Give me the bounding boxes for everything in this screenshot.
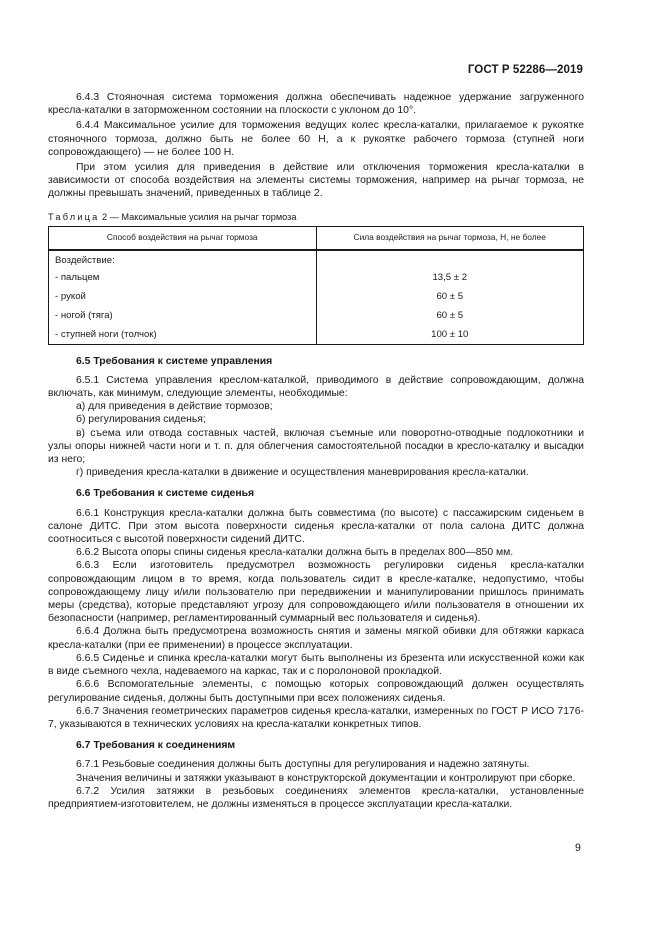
table-row	[49, 268, 584, 287]
paragraph-6-6-4: 6.6.4 Должна быть предусмотрена возможность снятия и замены мягкой обивки для обтяжки каркаса кресла-каталки (при ее применении) в процессе эксплуатации.	[48, 626, 584, 651]
brake-force-table	[48, 226, 584, 345]
table-cell-force: 60 ± 5	[316, 306, 584, 325]
page-content	[48, 91, 584, 811]
table-cell-method: - ногой (тяга)	[49, 306, 317, 325]
list-item-a: а) для приведения в действие тормозов;	[76, 401, 273, 413]
document-code: ГОСТ Р 52286—2019	[467, 64, 583, 76]
section-6-7-title: 6.7 Требования к соединениям	[76, 740, 236, 752]
table-cell-method: - ступней ноги (толчок)	[49, 325, 317, 345]
table-cell-force: 100 ± 10	[316, 325, 584, 345]
table-group-empty	[316, 250, 584, 268]
table-row	[49, 306, 584, 325]
paragraph-6-7-1-cont: Значения величины и затяжки указывают в конструкторской документации и контролируют при сборке.	[76, 772, 576, 784]
section-6-6-title: 6.6 Требования к системе сиденья	[76, 488, 255, 500]
table-header-force: Сила воздействия на рычаг тормоза, Н, не более	[316, 226, 584, 250]
table-cell-force: 13,5 ± 2	[316, 268, 584, 287]
paragraph-6-6-1: 6.6.1 Конструкция кресла-каталки должна быть совместима (по высоте) с пассажирским сиденьем в салоне ДИТС. При этом высота поверхности сиденья кресла-каталки от пола салона ДИТС должна соотноситься с высотой поверхности сидений ДИТС.	[48, 507, 584, 546]
table-caption	[48, 211, 584, 223]
paragraph-6-6-2: 6.6.2 Высота опоры спины сиденья кресла-каталки должна быть в пределах 800—850 мм.	[76, 547, 514, 559]
page-number: 9	[575, 842, 581, 854]
list-item-g: г) приведения кресла-каталки в движение и осуществления маневрирования кресла-каталки.	[76, 467, 529, 479]
table-header-method: Способ воздействия на рычаг тормоза	[49, 226, 317, 250]
table-header-row	[49, 226, 584, 250]
table-row	[49, 287, 584, 306]
table-caption-label: Таблица	[48, 211, 100, 222]
paragraph-6-5-1: 6.5.1 Система управления креслом-каталкой, приводимого в действие сопровождающим, должна включать, как минимум, следующие элементы, необходимые:	[48, 374, 584, 400]
table-row	[49, 325, 584, 345]
table-group-row	[49, 250, 584, 268]
table-cell-method: - пальцем	[49, 268, 317, 287]
list-item-b: б) регулирования сиденья;	[76, 414, 206, 426]
paragraph-6-4-3: 6.4.3 Стояночная система торможения должна обеспечивать надежное удержание загруженного кресла-каталки в заторможенном состоянии на плоскости с уклоном до 10°.	[48, 92, 584, 117]
paragraph-6-6-5: 6.6.5 Сиденье и спинка кресла-каталки могут быть выполнены из брезента или искусственной кожи как в виде съемного чехла, надеваемого на каркас, так и с поролоновой прокладкой.	[48, 652, 584, 678]
list-item-v: в) съема или отвода составных частей, включая съемные или поворотно-отводные подлокотники и узлы опоры нижней части ноги и т. п. для облегчения самостоятельной посадки в кресло-каталку и высадки из него;	[48, 427, 584, 466]
paragraph-6-6-3: 6.6.3 Если изготовитель предусмотрел возможность регулировки сиденья кресла-каталки сопровождающим лицом в то время, когда пользователь сидит в кресле-каталке, недопустимо, чтобы сопровождающему лицу и/или пользователю при передвижении и манипулировании пришлось принимать меры (средства), которые представляют угрозу для сопровождающего и/или пользователя в отношении их безопасности (например, регламентированный суммарный вес пользователя и сиденья).	[48, 560, 584, 625]
table-cell-force: 60 ± 5	[316, 287, 584, 306]
paragraph-6-6-6: 6.6.6 Вспомогательные элементы, с помощью которых сопровождающий должен осуществлять регулирование сиденья, должны быть доступными при всех положениях сиденья.	[48, 679, 584, 704]
table-caption-text: 2 — Максимальные усилия на рычаг тормоза	[102, 211, 297, 222]
table-cell-method: - рукой	[49, 287, 317, 306]
paragraph-6-4-4: 6.4.4 Максимальное усилие для торможения ведущих колес кресла-каталки, прилагаемое к рукоятке стояночного тормоза, должно быть не более 60 Н, а к рукоятке рабочего тормоза (ступней ноги сопровождающего) — не более 100 Н.	[48, 120, 584, 158]
paragraph-6-7-2: 6.7.2 Усилия затяжки в резьбовых соединениях элементов кресла-каталки, установленные предприятием-изготовителем, не должны изменяться в процессе эксплуатации кресла-каталки.	[48, 785, 584, 810]
paragraph-6-4-4-cont: При этом усилия для приведения в действие или отключения торможения кресла-каталки в зависимости от способа воздействия на элементы системы торможения, например на рычаг тормоза, не должны превышать значений, приведенных в таблице 2.	[48, 162, 584, 200]
section-6-5-title: 6.5 Требования к системе управления	[76, 355, 273, 367]
paragraph-6-7-1: 6.7.1 Резьбовые соединения должны быть доступны для регулирования и надежно затянуты.	[76, 759, 530, 771]
paragraph-6-6-7: 6.6.7 Значения геометрических параметров сиденья кресла-каталки, измеренных по ГОСТ Р ИСО 7176-7, указываются в технических условиях на кресла-каталки конкретных типов.	[48, 705, 584, 730]
table-group-label: Воздействие:	[49, 250, 317, 268]
